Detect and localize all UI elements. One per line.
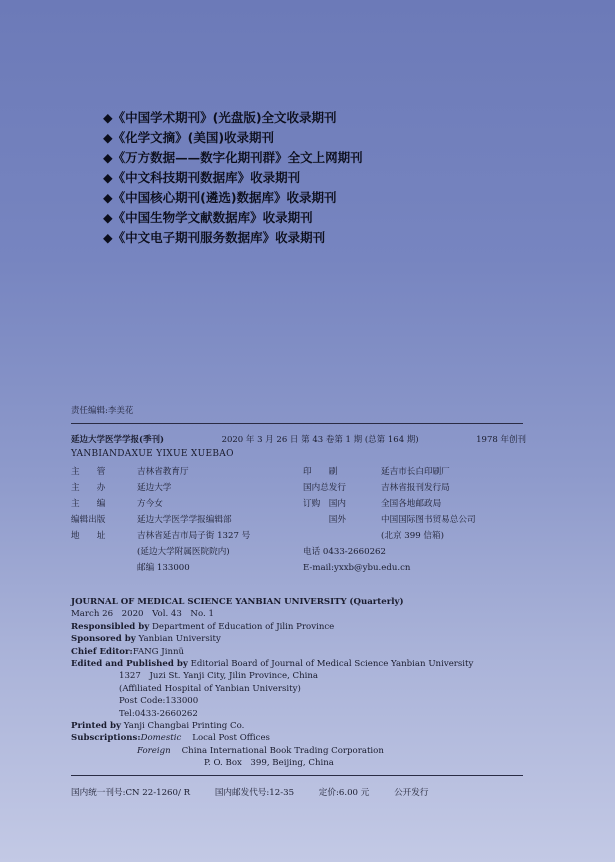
info-value: 吉林省报刊发行局 xyxy=(381,483,450,493)
info-row xyxy=(71,464,250,480)
journal-title-en: JOURNAL OF MEDICAL SCIENCE YANBIAN UNIVERSITY xyxy=(71,597,347,607)
address-line-1: 1327 Juzi St. Yanji City, Jilin Province, China xyxy=(119,671,319,682)
responsible-label: Responsibled by xyxy=(71,621,150,632)
info-row xyxy=(71,528,250,544)
info-label: 国外 xyxy=(303,515,346,525)
issue-en: March 26 2020 Vol. 43 No. 1 xyxy=(71,609,214,620)
distribution-type: 公开发行 xyxy=(394,788,429,798)
issue-date: 2020 年 3 月 26 日 第 43 卷第 1 期 (总第 164 期) xyxy=(221,435,419,445)
po-box: P. O. Box 399, Beijing, China xyxy=(204,758,334,769)
publication-info-left xyxy=(71,464,250,576)
printed-line xyxy=(71,720,473,732)
responsible-editor: 责任编辑:李美花 xyxy=(71,406,134,416)
info-value: 邮编 133000 xyxy=(137,563,190,573)
info-value: 方今女 xyxy=(137,499,163,509)
info-value: 全国各地邮政局 xyxy=(381,499,442,509)
divider-bottom xyxy=(71,775,523,776)
info-value: 延边大学医学学报编辑部 xyxy=(137,515,232,525)
indexing-item: ◆《化学文摘》(美国)收录期刊 xyxy=(103,130,275,145)
responsible-line xyxy=(71,621,473,633)
indexing-list xyxy=(103,108,363,248)
founded-year: 1978 年创刊 xyxy=(476,435,526,445)
telephone: Tel:0433-2660262 xyxy=(119,708,198,719)
printed-label: Printed by xyxy=(71,721,121,732)
indexing-item: ◆《万方数据——数字化期刊群》全文上网期刊 xyxy=(103,150,363,165)
cn-serial-number: 国内统一刊号:CN 22-1260/ R xyxy=(71,788,191,798)
edited-value: Editorial Board of Journal of Medical Science Yanbian University xyxy=(190,659,474,670)
foreign-label: Foreign xyxy=(137,745,171,756)
foreign-line xyxy=(71,745,473,757)
phone-row xyxy=(303,544,476,560)
chief-editor-label: Chief Editor: xyxy=(71,646,133,657)
info-row xyxy=(71,496,250,512)
indexing-item: ◆《中文电子期刊服务数据库》收录期刊 xyxy=(103,230,326,245)
journal-title-pinyin: YANBIANDAXUE YIXUE XUEBAO xyxy=(71,449,234,459)
responsible-value: Department of Education of Jilin Province xyxy=(152,621,335,632)
sponsored-label: Sponsored by xyxy=(71,634,136,645)
info-label: 印 刷 xyxy=(303,467,338,477)
info-value: 延边大学 xyxy=(137,483,172,493)
post-code: Post Code:133000 xyxy=(119,696,199,707)
info-label: 主 办 xyxy=(71,483,106,493)
masthead xyxy=(71,433,526,445)
subscriptions-line xyxy=(71,732,473,744)
domestic-value: Local Post Offices xyxy=(192,733,270,744)
divider-top xyxy=(71,423,523,424)
info-value: 吉林省延吉市局子街 1327 号 xyxy=(137,531,251,541)
indexing-item: ◆《中国生物学文献数据库》收录期刊 xyxy=(103,210,313,225)
foreign-value: China International Book Trading Corporation xyxy=(181,745,384,756)
phone-number: 电话 0433-2660262 xyxy=(303,547,386,557)
info-value: 吉林省教育厅 xyxy=(137,467,189,477)
info-label: 主 编 xyxy=(71,499,106,509)
info-value: 中国国际图书贸易总公司 xyxy=(381,515,476,525)
subscriptions-label: Subscriptions: xyxy=(71,733,141,744)
sponsored-value: Yanbian University xyxy=(138,634,221,645)
email-row xyxy=(303,560,476,576)
postal-distribution-code: 国内邮发代号:12-35 xyxy=(214,788,295,798)
info-row xyxy=(71,560,250,576)
info-row xyxy=(71,544,250,560)
frequency-en: (Quarterly) xyxy=(349,597,404,607)
info-row xyxy=(303,528,476,544)
domestic-label: Domestic xyxy=(140,733,182,744)
info-row xyxy=(303,464,476,480)
info-label: 编辑出版 xyxy=(71,515,106,525)
address-line-2: (Affiliated Hospital of Yanbian University) xyxy=(119,683,301,694)
email-address: E-mail:yxxb@ybu.edu.cn xyxy=(303,563,411,573)
info-label: 地 址 xyxy=(71,531,106,541)
footer xyxy=(71,786,450,798)
info-value: 延吉市长白印刷厂 xyxy=(381,467,450,477)
publication-info-right xyxy=(303,464,476,576)
chief-editor-line xyxy=(71,646,473,658)
info-label: 订购 国内 xyxy=(303,499,346,509)
english-info xyxy=(71,596,473,770)
edited-line xyxy=(71,658,473,670)
journal-title-cn: 延边大学医学学报(季刊) xyxy=(71,435,165,445)
printed-value: Yanji Changbai Printing Co. xyxy=(123,721,245,732)
sponsored-line xyxy=(71,633,473,645)
indexing-item: ◆《中文科技期刊数据库》收录期刊 xyxy=(103,170,301,185)
english-title-line xyxy=(71,596,473,608)
info-row xyxy=(303,512,476,528)
info-row xyxy=(71,512,250,528)
indexing-item: ◆《中国核心期刊(遴选)数据库》收录期刊 xyxy=(103,190,337,205)
info-row xyxy=(71,480,250,496)
edited-label: Edited and Published by xyxy=(71,659,188,670)
info-value: (北京 399 信箱) xyxy=(381,531,444,541)
info-row xyxy=(303,480,476,496)
info-label: 主 管 xyxy=(71,467,106,477)
info-label: 国内总发行 xyxy=(303,483,346,493)
indexing-item: ◆《中国学术期刊》(光盘版)全文收录期刊 xyxy=(103,110,337,125)
chief-editor-value: FANG Jinnü xyxy=(132,646,185,657)
price: 定价:6.00 元 xyxy=(318,788,370,798)
info-row xyxy=(303,496,476,512)
info-value: (延边大学附属医院院内) xyxy=(137,547,230,557)
